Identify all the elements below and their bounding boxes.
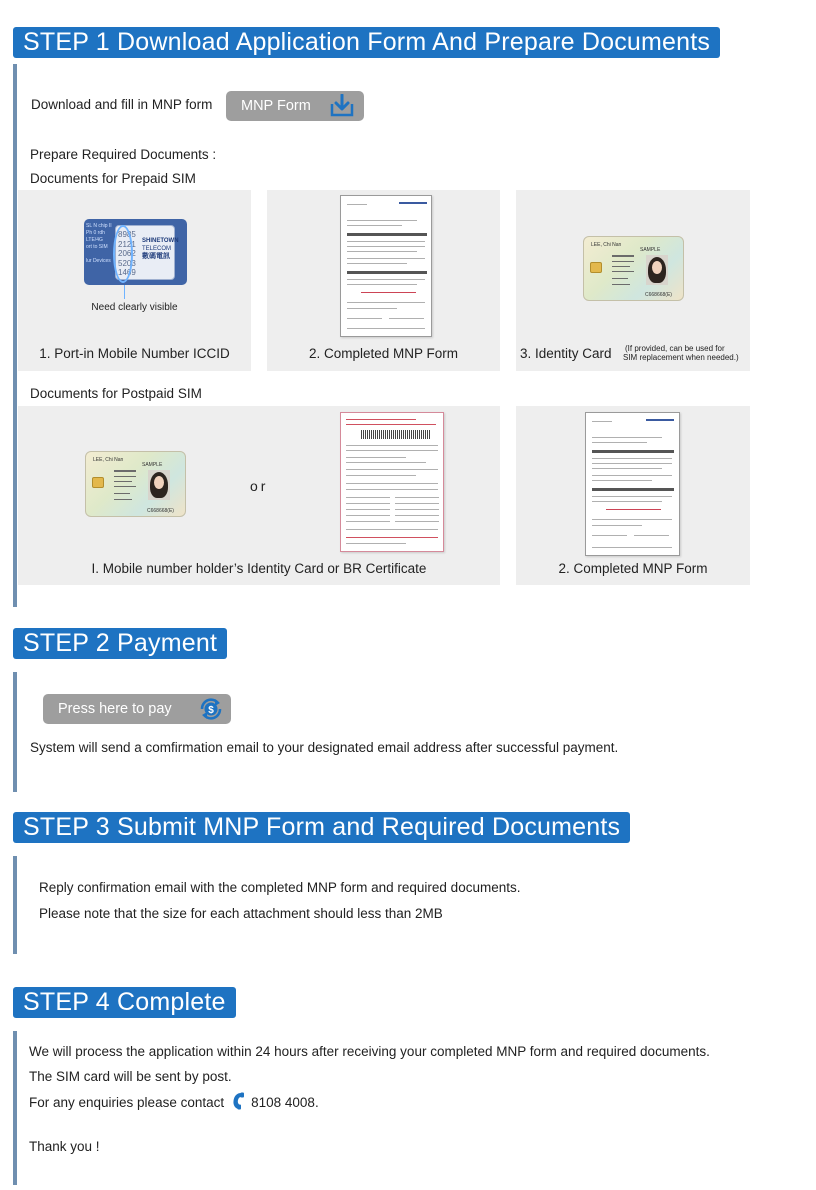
prepaid-mnp-form-card <box>267 190 500 371</box>
mnp-form-thumbnail <box>340 195 432 337</box>
sim-digit: 5203 <box>118 258 136 268</box>
or-separator: or <box>250 478 269 494</box>
prepare-documents-label: Prepare Required Documents : <box>30 147 217 162</box>
prepaid-heading: Documents for Prepaid SIM <box>30 171 196 186</box>
step4-header: STEP 4 Complete <box>13 987 236 1018</box>
mnp-form-button-label: MNP Form <box>241 98 311 114</box>
step3-header: STEP 3 Submit MNP Form and Required Documents <box>13 812 630 843</box>
contact-prefix: For any enquiries please contact <box>29 1095 225 1110</box>
id-card-name: LEE, Chi Nan <box>93 457 124 463</box>
step1-header: STEP 1 Download Application Form And Prepare Documents <box>13 27 720 58</box>
id-card-name: LEE, Chi Nan <box>591 242 622 248</box>
step3-line2: Please note that the size for each attachment should less than 2MB <box>39 906 443 921</box>
sim-digit: 8985 <box>118 230 136 239</box>
postpaid-heading: Documents for Postpaid SIM <box>30 386 202 401</box>
identity-card-note <box>623 344 739 362</box>
id-card-number: C668668(E) <box>645 292 672 298</box>
identity-card-image <box>583 236 684 301</box>
step4-line1: We will process the application within 24 hours after receiving your completed MNP form and required documents. <box>29 1044 710 1059</box>
step2-rail <box>13 672 17 792</box>
postpaid-mnp-form-thumbnail <box>585 412 680 556</box>
mnp-form-download-button[interactable] <box>226 91 364 121</box>
id-card-sample: SAMPLE <box>640 247 661 253</box>
download-instruction: Download and fill in MNP form <box>31 97 213 112</box>
prepaid-item-3-caption: 3. Identity Card <box>520 346 612 361</box>
step4-line2: The SIM card will be sent by post. <box>29 1069 232 1084</box>
prepaid-item-2-caption: 2. Completed MNP Form <box>308 346 459 361</box>
payment-icon <box>197 696 225 726</box>
pay-button[interactable] <box>43 694 231 724</box>
postpaid-identity-card-image <box>85 451 186 517</box>
identity-card-note-line1: (If provided, can be used for <box>625 344 725 353</box>
step1-rail <box>13 64 17 607</box>
thank-you-text: Thank you ! <box>29 1139 100 1154</box>
id-card-number: C668668(E) <box>147 508 174 514</box>
iccid-highlight-oval <box>113 225 133 283</box>
iccid-note: Need clearly visible <box>91 302 178 313</box>
step3-line1: Reply confirmation email with the completed MNP form and required documents. <box>39 880 521 895</box>
payment-confirmation-text: System will send a comfirmation email to your designated email address after successful payment. <box>30 740 619 755</box>
postpaid-identity-card <box>18 406 500 585</box>
svg-text:$: $ <box>208 705 214 716</box>
prepaid-iccid-card <box>18 190 251 371</box>
sim-brand-sub: TELECOM <box>142 246 172 252</box>
sim-card-image: SL N chip II Ph 0 rdh LTE/4G ort to SIM lur Devices 8985 2121 2062 5203 1469 SHINETOWN TELECOM 數碼電訊 <box>84 219 187 285</box>
sim-digit: 1469 <box>118 268 136 277</box>
sim-brand: SHINETOWN <box>142 238 179 244</box>
step3-rail <box>13 856 17 954</box>
contact-phone-number[interactable]: 8108 4008. <box>251 1095 319 1110</box>
id-card-sample: SAMPLE <box>142 462 163 468</box>
phone-icon <box>231 1092 245 1113</box>
sim-digit: 2062 <box>118 249 136 258</box>
sim-digit: 2121 <box>118 239 136 249</box>
br-certificate-thumbnail <box>340 412 444 552</box>
identity-card-note-line2: SIM replacement when needed.) <box>623 353 739 362</box>
download-icon <box>329 94 355 122</box>
postpaid-mnp-form-card <box>516 406 750 585</box>
postpaid-item-1-caption: I. Mobile number holder’s Identity Card or BR Certificate <box>91 561 427 576</box>
prepaid-identity-card-card <box>516 190 750 371</box>
iccid-pointer-line <box>124 285 125 299</box>
step2-header: STEP 2 Payment <box>13 628 227 659</box>
postpaid-item-2-caption: 2. Completed MNP Form <box>558 561 708 576</box>
pay-button-label: Press here to pay <box>58 701 172 717</box>
sim-brand-cn: 數碼電訊 <box>142 253 170 260</box>
prepaid-item-1-caption: 1. Port-in Mobile Number ICCID <box>39 346 230 361</box>
contact-line <box>29 1092 319 1113</box>
step4-rail <box>13 1031 17 1185</box>
